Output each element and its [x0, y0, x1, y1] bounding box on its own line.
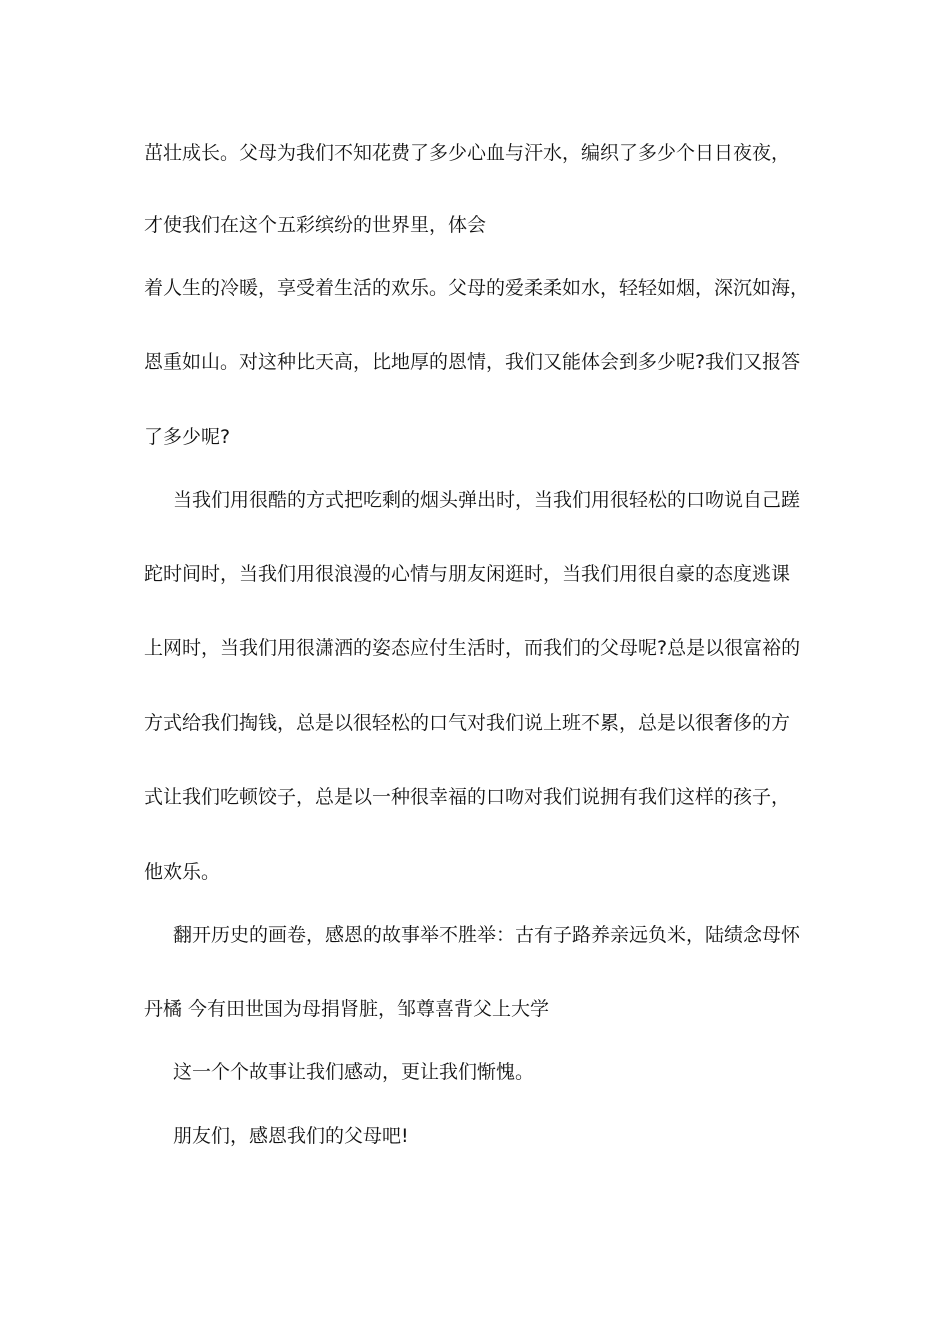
text-line: 跎时间时，当我们用很浪漫的心情与朋友闲逛时，当我们用很自豪的态度逃课 — [144, 563, 791, 585]
text-line: 他欢乐。 — [144, 861, 221, 883]
text-line: 方式给我们掏钱，总是以很轻松的口气对我们说上班不累，总是以很奢侈的方 — [144, 712, 791, 734]
text-line: 才使我们在这个五彩缤纷的世界里，体会 — [144, 214, 487, 236]
text-line: 式让我们吃顿饺子，总是以一种很幸福的口吻对我们说拥有我们这样的孩子， — [144, 786, 791, 808]
text-line: 茁壮成长。父母为我们不知花费了多少心血与汗水，编织了多少个日日夜夜， — [144, 142, 791, 164]
paragraph-first-line: 这一个个故事让我们感动，更让我们惭愧。 — [173, 1061, 535, 1083]
paragraph-first-line: 翻开历史的画卷，感恩的故事举不胜举：古有子路养亲远负米，陆绩念母怀 — [173, 924, 801, 946]
text-line: 了多少呢? — [144, 426, 231, 448]
text-line: 着人生的冷暖，享受着生活的欢乐。父母的爱柔柔如水，轻轻如烟，深沉如海， — [144, 277, 810, 299]
text-line: 恩重如山。对这种比天高，比地厚的恩情，我们又能体会到多少呢?我们又报答 — [144, 351, 801, 373]
text-line: 丹橘 今有田世国为母捐肾脏，邹尊喜背父上大学 — [144, 998, 550, 1020]
paragraph-first-line: 当我们用很酷的方式把吃剩的烟头弹出时，当我们用很轻松的口吻说自己蹉 — [173, 489, 801, 511]
text-line: 上网时，当我们用很潇洒的姿态应付生活时，而我们的父母呢?总是以很富裕的 — [144, 637, 801, 659]
paragraph-first-line: 朋友们，感恩我们的父母吧! — [173, 1125, 409, 1147]
